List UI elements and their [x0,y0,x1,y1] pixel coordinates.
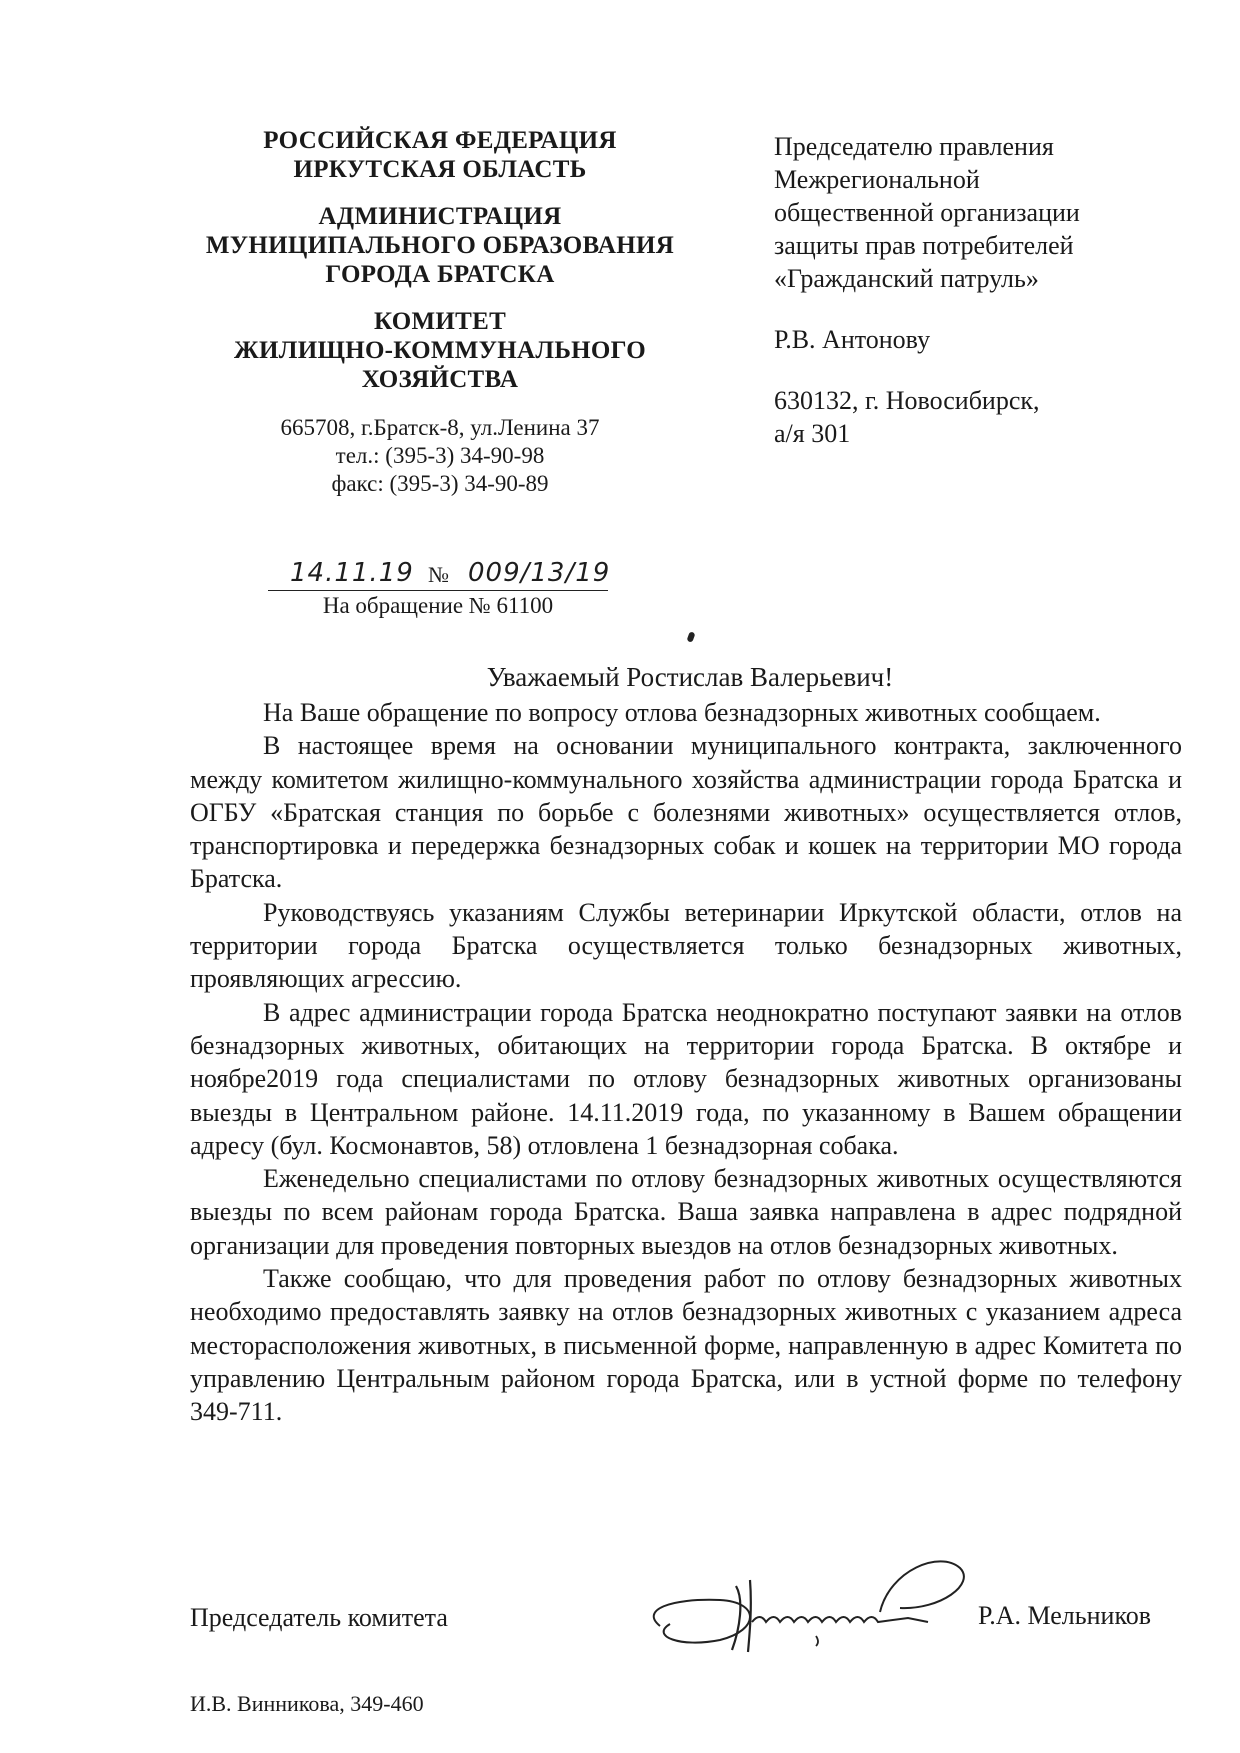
sender-address: 665708, г.Братск-8, ул.Ленина 37 [280,415,600,440]
ink-mark [686,631,695,642]
sender-country: РОССИЙСКАЯ ФЕДЕРАЦИЯ [263,127,617,154]
addressee-line-4: защиты прав потребителей [774,231,1074,260]
body-paragraph: Также сообщаю, что для проведения работ по отлову безнадзорных животных необходимо предоставлять заявку на отлов безнадзорных животных с указанием адреса месторасположения животных, в письменной форме, направленную в адрес Комитета по управлению Центральным районом города Братска, или в устной форме по телефону 349-711. [190,1264,1182,1427]
body-paragraph: На Ваше обращение по вопросу отлова безнадзорных животных сообщаем. [263,698,1101,727]
sender-region: ИРКУТСКАЯ ОБЛАСТЬ [293,156,587,183]
sender-committee-line-2: ЖИЛИЩНО-КОММУНАЛЬНОГО [234,337,646,364]
body-paragraph: В настоящее время на основании муниципального контракта, заключенного между комитетом жилищно-коммунального хозяйства администрации города Братска и ОГБУ «Братская станция по борьбе с болезнями животных» осуществляется отлов, транспортировка и передержка безнадзорных собак и кошек на территории МО города Братска. [190,731,1182,894]
sender-admin-line-3: ГОРОДА БРАТСКА [325,261,555,288]
addressee-line-3: общественной организации [774,198,1080,227]
executor-contact: И.В. Винникова, 349-460 [190,1691,424,1716]
body-paragraph: В адрес администрации города Братска неоднократно поступают заявки на отлов безнадзорных животных, обитающих на территории города Братска. В октябре и ноябре2019 года специалистами по отлову безнадзорных животных организованы выезды в Центральном районе. 14.11.2019 года, по указанному в Вашем обращении адресу (бул. Космонавтов, 58) отловлена 1 безнадзорная собака. [190,997,1182,1160]
sender-block [150,126,730,498]
signatory-role: Председатель комитета [190,1603,448,1632]
body-paragraph: Руководствуясь указаниям Службы ветеринарии Иркутской области, отлов на территории города Братска осуществляется только безнадзорных животных, проявляющих агрессию. [190,897,1182,994]
addressee-address-1: 630132, г. Новосибирск, [774,386,1040,415]
handwritten-signature [640,1540,1000,1660]
registration-number-sign: № [428,562,450,587]
registration-date: 14.11.19 [290,558,414,588]
in-reply-to: На обращение № 61100 [322,593,554,618]
sender-committee-line-3: ХОЗЯЙСТВА [361,366,519,393]
addressee-line-5: «Гражданский патруль» [774,264,1039,293]
signatory-name: Р.А. Мельников [978,1601,1152,1630]
sender-admin-line-2: МУНИЦИПАЛЬНОГО ОБРАЗОВАНИЯ [205,232,675,259]
body-paragraph: Еженедельно специалистами по отлову безнадзорных животных осуществляются выезды по всем районам города Братска. Ваша заявка направлена в адрес подрядной организации для проведения повторных выездов на отлов безнадзорных животных. [190,1164,1182,1260]
addressee-name: Р.В. Антонову [774,325,931,354]
addressee-block [774,130,1194,450]
greeting: Уважаемый Ростислав Валерьевич! [486,662,894,692]
sender-phone: тел.: (395-3) 34-90-98 [335,443,545,468]
addressee-line-1: Председателю правления [774,132,1054,161]
sender-admin-line-1: АДМИНИСТРАЦИЯ [318,203,562,230]
sender-fax: факс: (395-3) 34-90-89 [331,471,549,496]
sender-committee-line-1: КОМИТЕТ [373,308,507,335]
registration-number: 009/13/19 [468,558,611,588]
letter-body [190,696,1182,1429]
addressee-address-2: а/я 301 [774,419,851,448]
registration-line [268,556,611,591]
addressee-line-2: Межрегиональной [774,165,980,194]
